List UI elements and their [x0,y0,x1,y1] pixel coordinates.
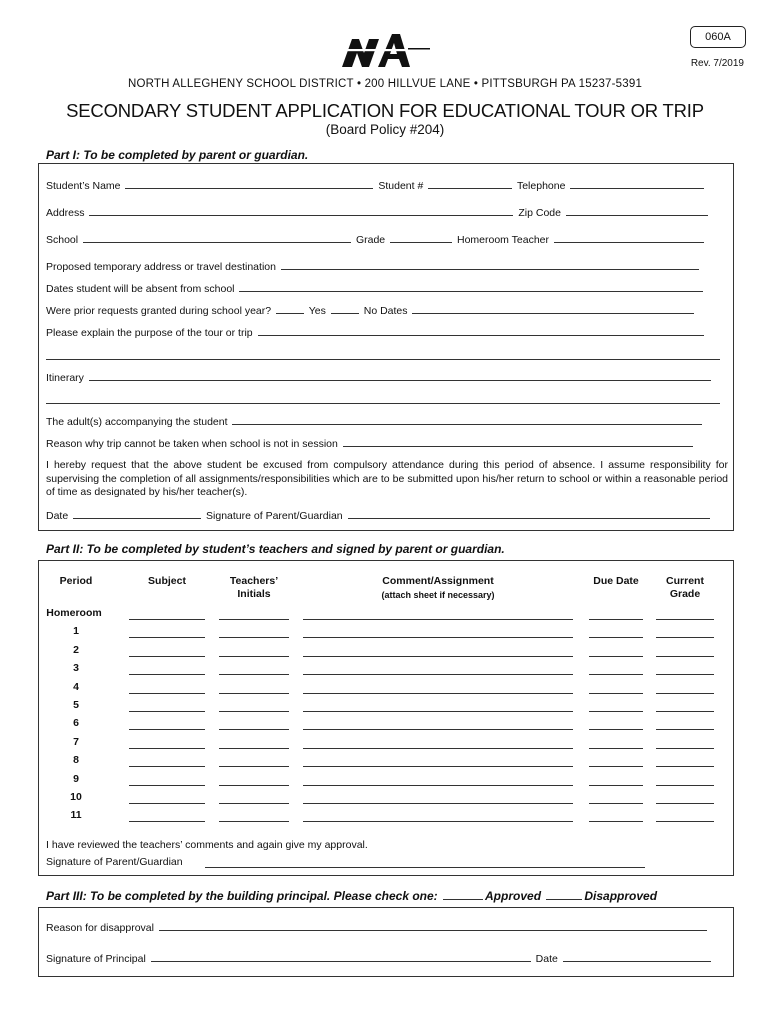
part3-roman: III [72,889,83,903]
due-date-field[interactable] [589,711,643,712]
part3-prefix: Part [46,889,73,903]
due-date-field[interactable] [589,729,643,730]
comment-field[interactable] [303,693,573,694]
prior-requests-label: Were prior requests granted during school year? [46,305,272,317]
part2-box [38,560,734,876]
itinerary-field[interactable] [89,370,711,381]
part1-heading: Part I: To be completed by parent or guardian. [46,148,309,162]
period-header: Period [59,575,93,587]
period-label: 2 [73,643,79,656]
due-date-field[interactable] [589,803,643,804]
initials-field[interactable] [219,637,289,638]
initials-field[interactable] [219,729,289,730]
grade-field[interactable] [656,693,714,694]
grade-field[interactable] [656,711,714,712]
due-date-field[interactable] [589,766,643,767]
subject-field[interactable] [129,674,205,675]
reason-row [46,436,695,450]
initials-field[interactable] [219,766,289,767]
address-label: Address [46,207,85,219]
parent-signature-field[interactable] [348,508,710,519]
review-statement: I have reviewed the teachers’ comments and again give my approval. [46,839,368,851]
prior-dates-label: Dates [380,305,408,317]
grade-field[interactable] [656,821,714,822]
yes-label: Yes [308,305,326,317]
period-label: 3 [73,662,79,675]
school-field[interactable] [83,232,351,243]
due-date-field[interactable] [589,748,643,749]
district-address: NORTH ALLEGHENY SCHOOL DISTRICT • 200 HILLVUE LANE • PITTSBURGH PA 15237-5391 [127,78,643,90]
reason-label: Reason why trip cannot be taken when school is not in session [46,438,338,450]
student-number-field[interactable] [428,178,512,189]
grade-field[interactable] [656,785,714,786]
comment-field[interactable] [303,766,573,767]
part1-box [38,163,734,531]
comment-field[interactable] [303,619,573,620]
period-label: 6 [73,717,79,730]
period-label: 10 [70,791,82,803]
period-label: 8 [73,754,79,767]
part3-text: : To be completed by the building principal. Please check one: [82,889,438,903]
grade-field[interactable] [656,766,714,767]
initials-field[interactable] [219,619,289,620]
comment-field[interactable] [303,674,573,675]
parent-statement: I hereby request that the above student be excused from compulsory attendance during this period of absence. I assume responsibility for supervising the completion of all assignments/responsibilities which are to be submitted upon his/her return to school or within a reasonable period of time as designated by his/her teacher(s). [46,459,728,498]
part2-signature-row [46,856,183,868]
reason-field[interactable] [343,436,693,447]
form-title: SECONDARY STUDENT APPLICATION FOR EDUCATIONAL TOUR OR TRIP [66,100,704,121]
principal-signature-label: Signature of Principal [46,953,146,965]
subject-field[interactable] [129,748,205,749]
address-field[interactable] [89,205,513,216]
principal-date-label: Date [535,953,558,965]
part2-signature-label: Signature of Parent/Guardian [46,856,183,868]
dates-absent-row [46,281,705,295]
date-signature-row [46,508,712,522]
subject-field[interactable] [129,693,205,694]
principal-signature-row [46,951,713,965]
subject-field[interactable] [129,637,205,638]
comment-field[interactable] [303,785,573,786]
itinerary-row [46,370,713,384]
principal-signature-field[interactable] [151,951,531,962]
comment-note: (attach sheet if necessary) [381,590,495,600]
initials-field[interactable] [219,693,289,694]
grade-field[interactable] [656,656,714,657]
approved-check[interactable] [443,888,483,900]
due-date-field[interactable] [589,785,643,786]
temp-address-label: Proposed temporary address or travel destination [46,261,276,273]
disapproved-check[interactable] [546,888,582,900]
subject-field[interactable] [129,821,205,822]
student-name-row [46,178,706,192]
grade-field[interactable] [656,637,714,638]
no-label: No [363,305,378,317]
period-label: 11 [70,809,82,822]
adults-label: The adult(s) accompanying the student [46,416,228,428]
period-label: 1 [73,625,79,638]
initials-field[interactable] [219,785,289,786]
grade-label: Grade [355,234,386,246]
grade-field[interactable] [656,748,714,749]
part3-heading [46,888,657,903]
period-label: 4 [73,680,79,693]
subject-field[interactable] [129,711,205,712]
purpose-row [46,325,706,339]
homeroom-teacher-field[interactable] [554,232,704,243]
approved-label: Approved [485,889,542,903]
disapproved-label: Disapproved [584,889,658,903]
date-field[interactable] [73,508,201,519]
initials-field[interactable] [219,711,289,712]
comment-field[interactable] [303,711,573,712]
grade-field[interactable] [390,232,452,243]
telephone-label: Telephone [516,180,566,192]
adults-row [46,414,704,428]
school-label: School [46,234,79,246]
temp-address-field[interactable] [281,259,699,270]
disapproval-label: Reason for disapproval [46,922,154,934]
yes-field[interactable] [276,303,304,314]
address-row [46,205,710,219]
subject-field[interactable] [129,656,205,657]
disapproval-field[interactable] [159,920,707,931]
due-date-field[interactable] [589,637,643,638]
grade-field[interactable] [656,729,714,730]
due-date-header: Due Date [593,575,639,587]
telephone-field[interactable] [570,178,704,189]
student-name-label: Student’s Name [46,180,121,192]
disapproval-row [46,920,709,934]
temp-address-row [46,259,701,273]
due-date-field[interactable] [589,619,643,620]
dates-absent-field[interactable] [239,281,703,292]
subject-header: Subject [148,575,186,587]
initials-field[interactable] [219,656,289,657]
subject-field[interactable] [129,619,205,620]
grade-field[interactable] [656,674,714,675]
initials-field[interactable] [219,803,289,804]
period-label: 7 [73,735,79,748]
grade-field[interactable] [656,803,714,804]
period-label: 9 [73,772,79,785]
zip-code-field[interactable] [566,205,708,216]
initials-field[interactable] [219,748,289,749]
due-date-field[interactable] [589,674,643,675]
comment-field[interactable] [303,748,573,749]
date-label: Date [46,510,69,522]
student-number-label: Student # [378,180,424,192]
due-date-field[interactable] [589,656,643,657]
due-date-field[interactable] [589,821,643,822]
revision-label: Rev. 7/2019 [690,58,744,69]
principal-date-field[interactable] [563,951,711,962]
purpose-label: Please explain the purpose of the tour or trip [46,327,253,339]
itinerary-label: Itinerary [46,372,84,384]
board-policy: (Board Policy #204) [325,122,445,137]
due-date-field[interactable] [589,693,643,694]
subject-field[interactable] [129,729,205,730]
no-field[interactable] [331,303,359,314]
dates-absent-label: Dates student will be absent from school [46,283,235,295]
parent-signature-label: Signature of Parent/Guardian [206,510,343,522]
comment-header: Comment/Assignment [382,575,494,587]
period-label: 5 [73,699,79,711]
school-row [46,232,706,246]
homeroom-teacher-label: Homeroom Teacher [456,234,549,246]
teachers-initials-header: Teachers’ Initials [229,575,279,600]
district-logo [336,30,432,70]
comment-field[interactable] [303,803,573,804]
comment-field[interactable] [303,637,573,638]
purpose-line-2[interactable] [46,359,720,360]
form-id-box: 060A [690,26,746,48]
part3-box [38,907,734,977]
adults-field[interactable] [232,414,702,425]
initials-field[interactable] [219,821,289,822]
initials-field[interactable] [219,674,289,675]
itinerary-line-2[interactable] [46,403,720,404]
prior-requests-row [46,303,696,317]
subject-field[interactable] [129,766,205,767]
current-grade-header: Current Grade [666,575,704,600]
grade-field[interactable] [656,619,714,620]
part2-heading: Part II: To be completed by student’s teachers and signed by parent or guardian. [46,542,505,556]
comment-field[interactable] [303,821,573,822]
student-name-field[interactable] [125,178,373,189]
comment-field[interactable] [303,656,573,657]
subject-field[interactable] [129,785,205,786]
subject-field[interactable] [129,803,205,804]
prior-dates-field[interactable] [412,303,694,314]
period-label: Homeroom [46,607,102,619]
comment-field[interactable] [303,729,573,730]
purpose-field[interactable] [258,325,704,336]
zip-code-label: Zip Code [518,207,561,219]
part2-signature-field[interactable] [205,867,645,868]
